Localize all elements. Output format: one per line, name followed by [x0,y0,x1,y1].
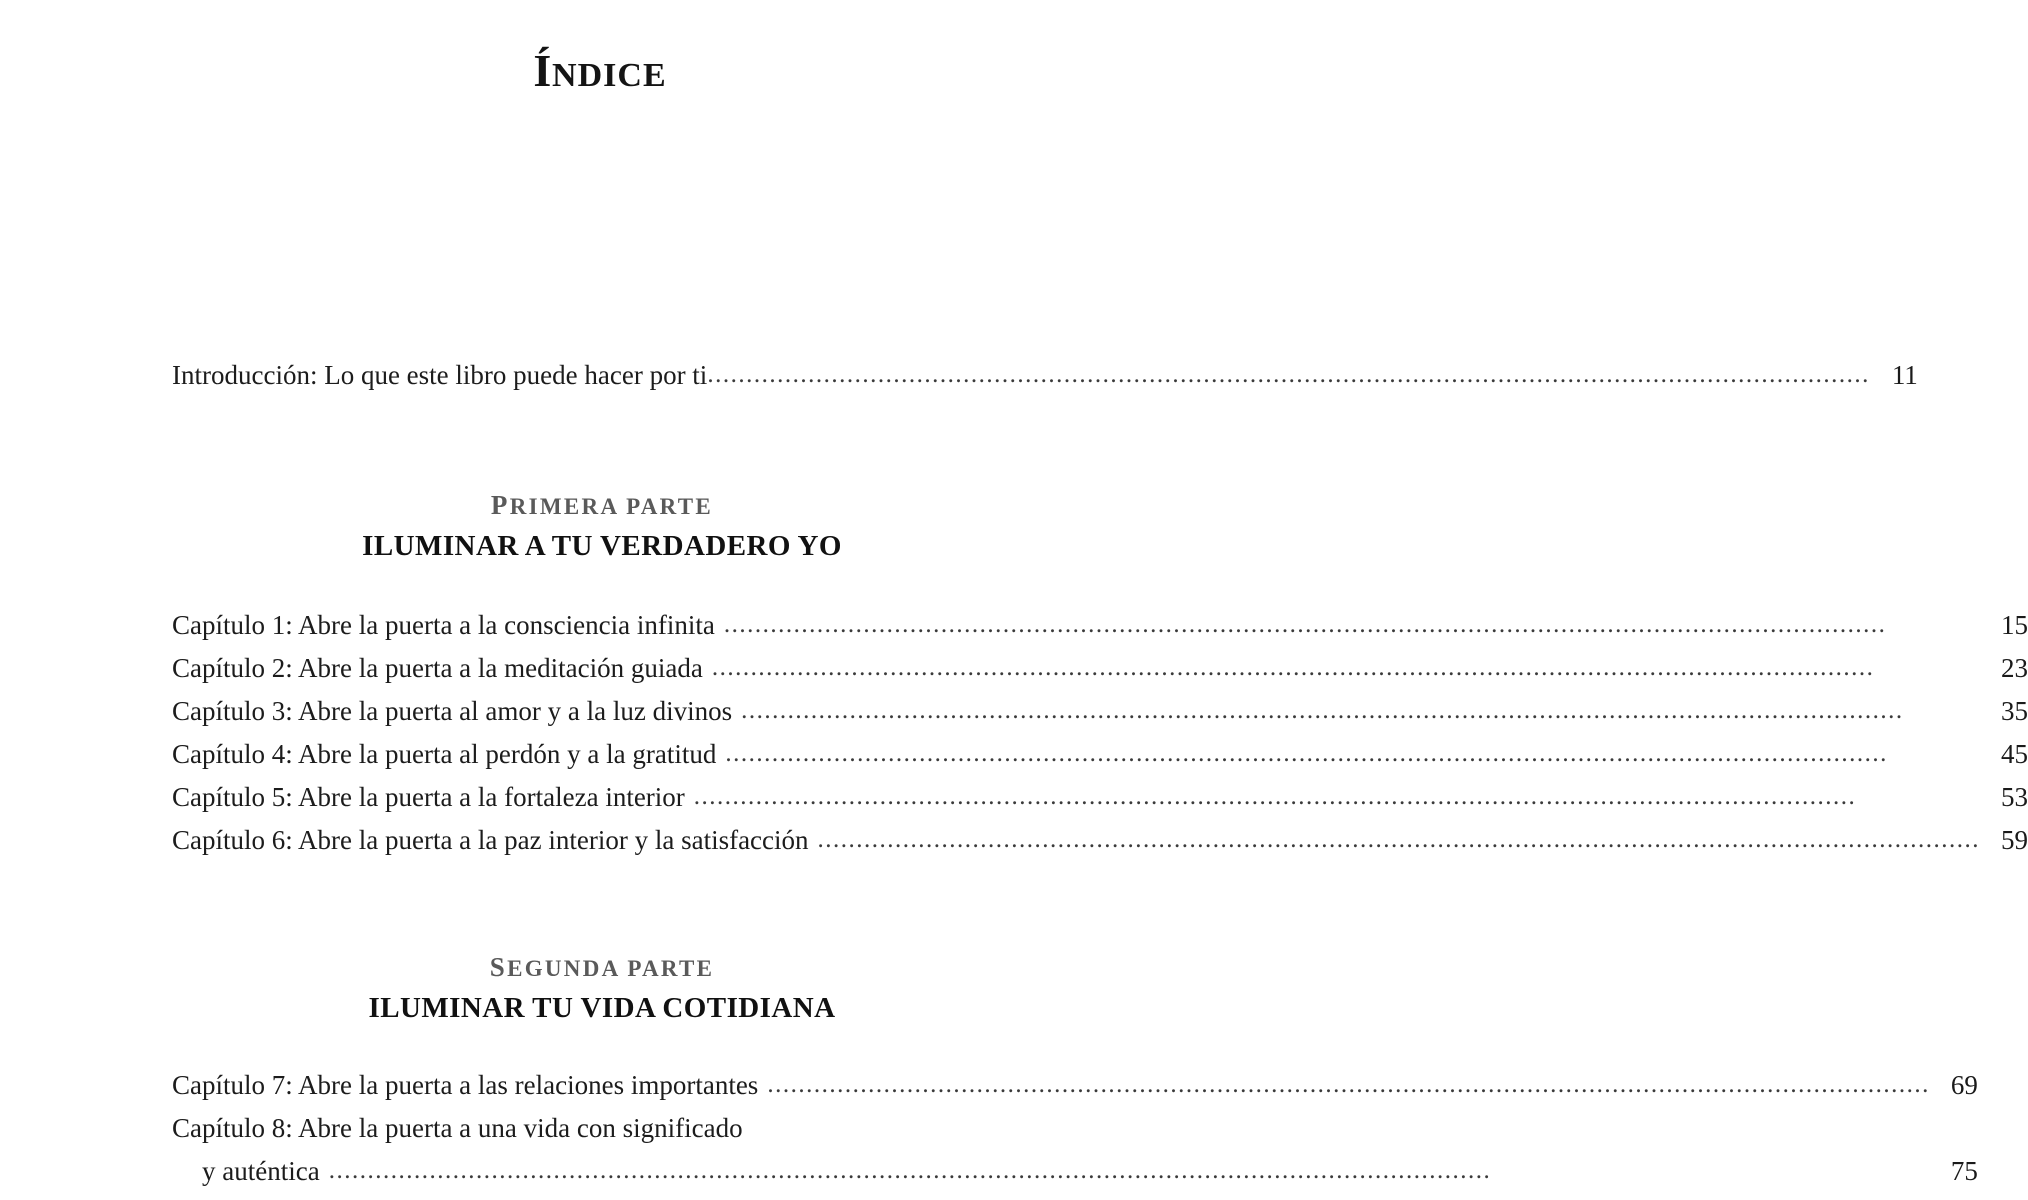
toc-entry-page: 59 [2001,825,2028,855]
toc-entry-line2 [172,1158,1978,1185]
chapter-list-primera [172,612,2028,854]
toc-entry-label: Capítulo 1: Abre la puerta a la consciencia infinita [172,610,715,640]
toc-entry-capitulo-5[interactable] [172,784,2028,811]
toc-entry-capitulo-1[interactable] [172,612,2028,639]
toc-entry-capitulo-3[interactable] [172,698,2028,725]
toc-entry-label-line2: y auténtica [202,1156,320,1186]
part-label-rest: EGUNDA PARTE [507,956,715,981]
dot-leader [767,1072,1930,1097]
dot-leader [818,827,1981,852]
toc-entry-page: 75 [1950,1156,1978,1186]
page-title [0,45,1200,96]
toc-entry-page: 15 [2001,610,2028,640]
toc-entry-label: Capítulo 2: Abre la puerta a la meditación guiada [172,653,703,683]
intro-entry-block [172,360,1918,390]
toc-entry-page: 45 [2001,739,2028,769]
toc-entry-label: Introducción: Lo que este libro puede hacer por ti [172,360,708,390]
dot-leader [724,612,1980,637]
toc-entry-introduccion[interactable] [172,360,1918,390]
dot-leader [741,698,1980,723]
part-label-rest: RIMERA PARTE [509,494,714,519]
part-title-segunda: ILUMINAR TU VIDA COTIDIANA [368,992,836,1024]
part-title-primera: ILUMINAR A TU VERDADERO YO [362,530,842,562]
part-heading-primera [172,492,1032,561]
toc-entry-capitulo-2[interactable] [172,655,2028,682]
toc-entry-page: 11 [1891,360,1918,390]
dot-leader [707,362,1870,387]
part-label-initial: S [489,952,508,982]
part-label-segunda [172,954,1032,981]
toc-entry-page: 69 [1950,1070,1978,1100]
toc-entry-capitulo-6[interactable] [172,827,2028,854]
part-label-initial: P [490,490,510,520]
page-title-rest: NDICE [552,57,667,94]
dot-leader [329,1158,1930,1183]
toc-entry-label: Capítulo 7: Abre la puerta a las relaciones importantes [172,1070,759,1100]
chapter-list-segunda [172,1072,1978,1185]
part-label-primera [172,492,1032,519]
toc-entry-label: Capítulo 6: Abre la puerta a la paz interior y la satisfacción [172,825,809,855]
toc-entry-page: 23 [2001,653,2028,683]
page-title-initial: Í [533,45,553,96]
toc-entry-label: Capítulo 3: Abre la puerta al amor y a la luz divinos [172,696,733,726]
toc-entry-label: Capítulo 5: Abre la puerta a la fortaleza interior [172,782,685,812]
dot-leader [725,741,1980,766]
dot-leader [694,784,1980,809]
toc-entry-capitulo-8[interactable] [172,1115,1978,1185]
toc-entry-capitulo-4[interactable] [172,741,2028,768]
toc-entry-label: Capítulo 4: Abre la puerta al perdón y a la gratitud [172,739,717,769]
toc-entry-page: 53 [2001,782,2028,812]
toc-entry-label-line1: Capítulo 8: Abre la puerta a una vida con significado [172,1113,743,1143]
dot-leader [712,655,1980,680]
toc-entry-capitulo-7[interactable] [172,1072,1978,1099]
toc-entry-page: 35 [2001,696,2028,726]
part-heading-segunda [172,954,1032,1023]
